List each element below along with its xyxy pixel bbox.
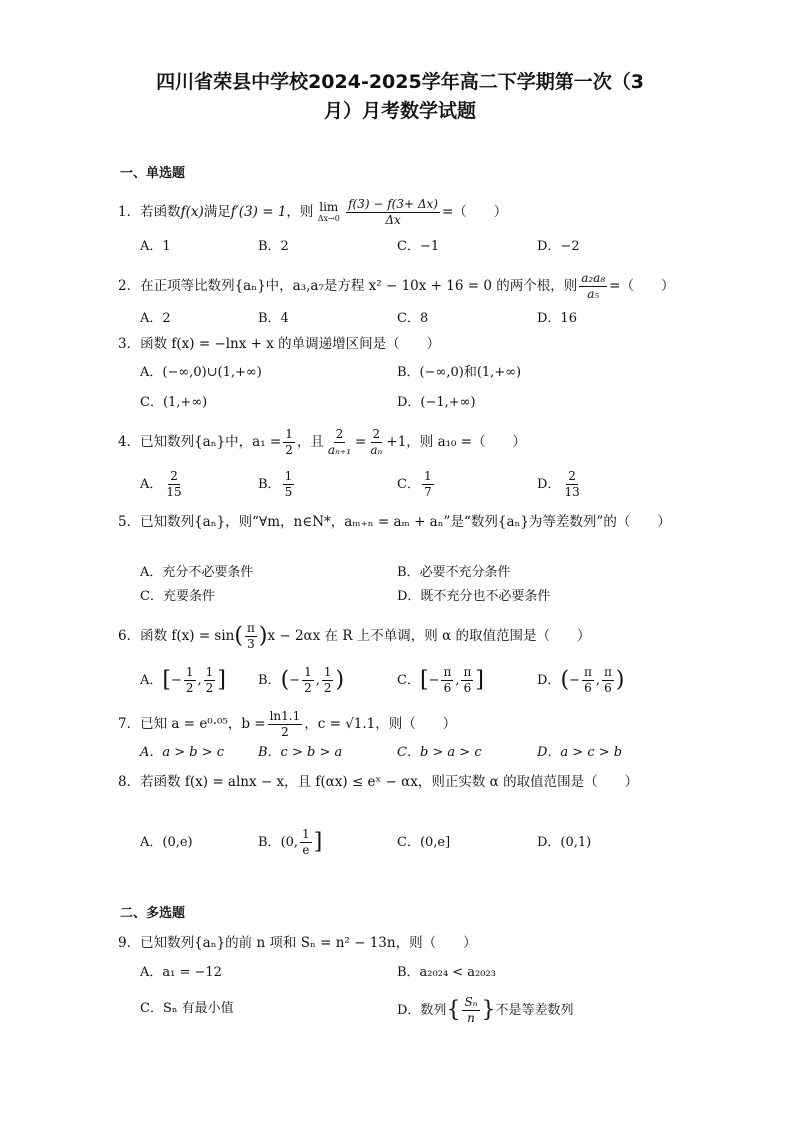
q1-lim-sub: Δx→0	[317, 213, 340, 223]
q6-paren-right: )	[258, 623, 268, 649]
q6-a-label: A．	[140, 673, 163, 688]
q4-f3-num: 2	[372, 427, 381, 441]
q8-option-c: C．(0,e]	[397, 835, 451, 850]
q4-frac-1	[283, 428, 295, 457]
q4-option-c	[397, 470, 436, 499]
q6-c-frac2	[461, 666, 473, 695]
q4-d-frac	[562, 470, 581, 499]
section-single-choice: 一、单选题	[120, 166, 186, 181]
q9-d-brace-open: {	[446, 997, 461, 1023]
q8-b-frac	[300, 828, 312, 857]
q6-option-d: D．(− $\frac{\pi}{6}$ , $\frac{\pi}{6}$ )	[537, 665, 625, 695]
q1-tail: =（ ）	[441, 204, 508, 220]
q7-option-c: C．b > a > c	[397, 745, 482, 760]
q4-b-num: 1	[284, 469, 293, 483]
question-2	[118, 272, 674, 301]
q8-b-num: 1	[302, 827, 310, 841]
q4-a-den: 15	[166, 485, 182, 499]
q4-f1-num: 1	[285, 427, 293, 441]
q9-d-den: n	[467, 1011, 475, 1025]
q9-d-frac	[462, 996, 479, 1025]
q6-option-a: A．[− $\frac{1}{2}$ , $\frac{1}{2}$ ]	[140, 665, 226, 695]
question-7	[118, 710, 456, 739]
q6-b-d1: 2	[304, 681, 312, 695]
q4-a-label: A．	[140, 477, 163, 492]
q1-option-b: B．2	[258, 239, 289, 254]
q6-frac-den: 3	[247, 637, 255, 651]
q6-b-label: B．	[258, 673, 281, 688]
q1-condition: f′(3) = 1	[230, 204, 287, 220]
q9-option-d	[397, 996, 574, 1025]
q1-function: f(x)	[180, 204, 204, 220]
q9-option-c: C．Sₙ 有最小值	[140, 1001, 234, 1016]
question-1	[118, 198, 507, 227]
q6-c-label: C．	[397, 673, 420, 688]
q5-option-a: A．充分不必要条件	[140, 565, 254, 580]
q2-option-b: B．4	[258, 311, 289, 326]
q6-b-open: (	[280, 667, 290, 693]
q1-then: ，则	[286, 204, 314, 220]
q3-option-d: D．(−1,+∞)	[397, 395, 476, 410]
q6-a-n1: 1	[185, 665, 194, 679]
q5-option-b: B．必要不充分条件	[397, 565, 511, 580]
q6-b-n1: 1	[304, 665, 312, 679]
q1-option-a: A．1	[140, 239, 171, 254]
q4-f2-den: aₙ₊₁	[327, 443, 352, 457]
q4-f3-den: aₙ	[370, 443, 383, 457]
q1-frac-num: f(3) − f(3+ Δx)	[348, 197, 438, 211]
q6-c-n2: π	[463, 665, 472, 679]
q8-option-a: A．(0,e)	[140, 835, 193, 850]
q6-d-frac2	[602, 666, 614, 695]
q4-prefix: 4．已知数列{aₙ}中，a₁ =	[118, 434, 282, 450]
q4-eq: =	[355, 434, 367, 450]
q4-tail: +1，则 a₁₀ =（ ）	[386, 434, 527, 450]
q4-frac-3	[368, 428, 384, 457]
q9-option-a: A．a₁ = −12	[140, 965, 222, 980]
q1-mid: 满足	[203, 204, 231, 220]
q1-fraction	[346, 198, 440, 227]
q5-option-c: C．充要条件	[140, 589, 215, 604]
q8-option-b	[258, 828, 322, 857]
q8-option-d: D．(0,1)	[537, 835, 592, 850]
q6-c-open: [	[419, 667, 429, 693]
q6-c-d1: 6	[443, 681, 452, 695]
q3-option-c: C．(1,+∞)	[140, 395, 208, 410]
q6-a-frac2	[204, 666, 216, 695]
q4-d-num: 2	[568, 469, 576, 483]
title-line-2: 月）月考数学试题	[323, 100, 476, 122]
q4-b-den: 5	[284, 485, 293, 499]
q4-option-b	[258, 470, 296, 499]
q1-limit	[318, 201, 340, 225]
q6-frac	[245, 622, 257, 651]
q4-f1-den: 2	[285, 443, 293, 457]
q4-b-label: B．	[258, 477, 281, 492]
title-line-1: 四川省荣县中学校2024-2025学年高二下学期第一次（3	[156, 71, 644, 93]
q6-b-frac1	[302, 666, 314, 695]
q7-tail: ，c = √1.1，则（ ）	[304, 716, 457, 732]
q2-frac-num: a₂a₈	[581, 271, 606, 285]
page-title	[120, 68, 680, 126]
q7-option-b: B．c > b > a	[258, 745, 343, 760]
q6-a-frac1	[184, 666, 196, 695]
q6-a-d2: 2	[205, 681, 214, 695]
q6-option-b: B．(− $\frac{1}{2}$ , $\frac{1}{2}$ )	[258, 665, 345, 695]
q4-d-label: D．	[537, 477, 561, 492]
question-6	[118, 622, 591, 651]
q4-d-den: 13	[564, 485, 580, 499]
q7-prefix: 7．已知 a = e⁰·⁰⁵，b =	[118, 716, 266, 732]
q6-a-d1: 2	[185, 681, 194, 695]
q6-frac-num: π	[246, 621, 255, 635]
q1-lim: lim	[319, 199, 339, 214]
q7-frac	[268, 710, 303, 739]
q2-text: 2．在正项等比数列{aₙ}中，a₃,a₇是方程 x² − 10x + 16 = 0 的两个根，则	[118, 278, 578, 294]
q1-prefix: 1．若函数	[118, 204, 181, 220]
q4-option-a	[140, 470, 186, 499]
q6-b-n2: 1	[323, 665, 332, 679]
q6-d-n2: π	[603, 665, 612, 679]
q7-frac-num: ln1.1	[269, 709, 301, 723]
q7-frac-den: 2	[281, 725, 289, 739]
q7-option-a: A．a > b > c	[140, 745, 225, 760]
q6-prefix: 6．函数 f(x) = sin	[118, 628, 235, 644]
question-9: 9．已知数列{aₙ}的前 n 项和 Sₙ = n² − 13n，则（ ）	[118, 935, 477, 951]
q9-d-brace-close: }	[481, 997, 496, 1023]
q6-d-d2: 6	[604, 681, 612, 695]
q3-option-a: A．(−∞,0)∪(1,+∞)	[140, 365, 262, 380]
q2-fraction	[579, 272, 607, 301]
q2-option-a: A．2	[140, 311, 171, 326]
q6-d-frac1	[582, 666, 594, 695]
q3-option-b: B．(−∞,0)和(1,+∞)	[397, 365, 522, 380]
q4-option-d	[537, 470, 584, 499]
q4-c-num: 1	[423, 469, 432, 483]
q6-b-d2: 2	[323, 681, 332, 695]
q5-option-d: D．既不充分也不必要条件	[397, 589, 551, 604]
q1-option-d: D．−2	[537, 239, 580, 254]
q6-d-n1: π	[583, 665, 592, 679]
q8-b-close: ]	[313, 829, 323, 855]
section-multiple-choice: 二、多选题	[120, 906, 186, 921]
q4-c-den: 7	[423, 485, 432, 499]
q4-frac-2	[326, 428, 353, 457]
q6-d-open: (	[560, 667, 570, 693]
q6-tail: x − 2αx 在 R 上不单调，则 α 的取值范围是（ ）	[267, 628, 591, 644]
q6-a-open: [	[162, 667, 171, 693]
q2-option-c: C．8	[397, 311, 429, 326]
q8-b-label: B．	[258, 835, 281, 850]
q2-option-d: D．16	[537, 311, 577, 326]
q4-a-frac	[164, 470, 183, 499]
q8-b-den: e	[302, 843, 310, 857]
q6-d-close: )	[615, 667, 625, 693]
question-8: 8．若函数 f(x) = alnx − x，且 f(αx) ≤ eˣ − αx，则正实数 α 的取值范围是（ ）	[118, 774, 639, 790]
q4-c-frac	[422, 470, 434, 499]
question-4	[118, 428, 526, 457]
q9-d-num: Sₙ	[464, 995, 478, 1009]
q9-d-label: D．数列	[397, 1003, 447, 1018]
q6-a-close: ]	[217, 667, 226, 693]
q9-option-b: B．a₂₀₂₄ < a₂₀₂₃	[397, 965, 496, 980]
q4-c-label: C．	[397, 477, 420, 492]
q6-d-label: D．	[537, 673, 561, 688]
q6-paren-left: (	[234, 623, 243, 649]
question-3: 3．函数 f(x) = −lnx + x 的单调递增区间是（ ）	[118, 336, 441, 352]
q7-option-d: D．a > c > b	[537, 745, 623, 760]
q1-frac-den: Δx	[385, 213, 401, 227]
q1-option-c: C．−1	[397, 239, 440, 254]
question-5: 5．已知数列{aₙ}，则“∀m，n∈N*，aₘ₊ₙ = aₘ + aₙ”是“数列{aₙ}为等差数列”的（ ）	[118, 514, 671, 530]
q9-d-tail: 不是等差数列	[495, 1003, 574, 1018]
q4-f2-num: 2	[335, 427, 344, 441]
q6-d-d1: 6	[584, 681, 592, 695]
q4-mid: ，且	[296, 434, 324, 450]
q8-b-pre: (0,	[280, 835, 299, 850]
q6-option-c: C．[− $\frac{\pi}{6}$ , $\frac{\pi}{6}$ ]	[397, 665, 484, 695]
q6-c-d2: 6	[463, 681, 472, 695]
q4-b-frac	[283, 470, 295, 499]
q2-tail: =（ ）	[609, 278, 675, 294]
q6-b-close: )	[335, 667, 345, 693]
q6-c-n1: π	[443, 665, 452, 679]
q6-b-frac2	[322, 666, 334, 695]
q6-c-close: ]	[475, 667, 484, 693]
q4-a-num: 2	[170, 469, 178, 483]
q6-c-frac1	[441, 666, 453, 695]
q2-frac-den: a₅	[587, 287, 600, 301]
q6-a-n2: 1	[205, 665, 214, 679]
